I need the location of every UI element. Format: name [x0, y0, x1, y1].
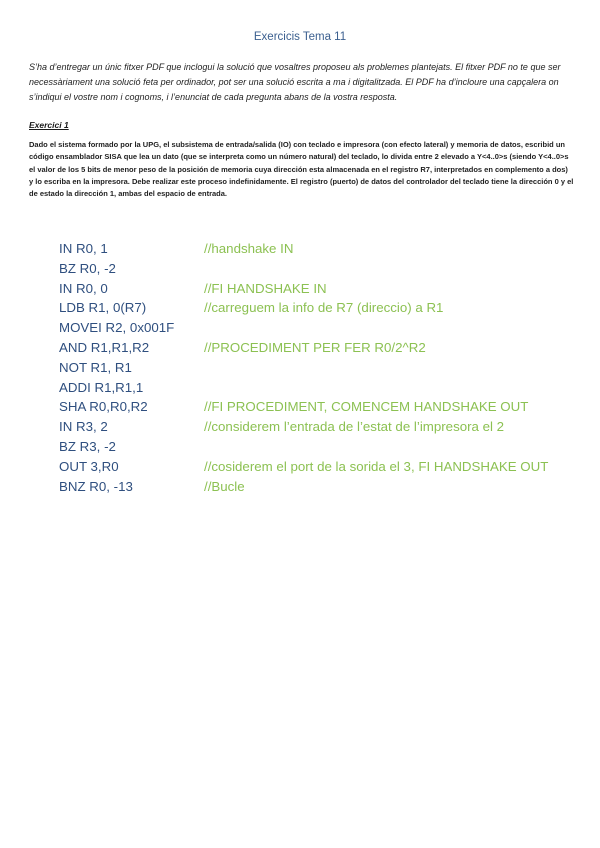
code-line [59, 457, 599, 477]
code-line [59, 318, 599, 338]
exercise-statement: Dado el sistema formado por la UPG, el subsistema de entrada/salida (IO) con teclado e impresora (con efecto lateral) y memoria de datos, escribid un código ensamblador SISA que lea un dato (que se interpreta como un número natural) del teclado, lo divida entre 2 elevado a Y<4..0>s (siendo Y<4..0>s el valor de los 5 bits de menor peso de la posición de memoria cuya dirección esta almacenada en el registro R7, interpretados en complemento a dos) y lo escriba en la impresora. Debe realizar este proceso indefinidamente. El registro (puerto) de datos del controlador del teclado tiene la dirección 0 y el de estado la dirección 1, ambas del espacio de entrada. [29, 140, 574, 199]
code-line [59, 437, 599, 457]
exercise-heading: Exercici 1 [29, 120, 69, 130]
code-instruction: OUT 3,R0 [59, 458, 119, 474]
code-block [59, 239, 599, 496]
code-line [59, 239, 599, 259]
code-instruction: SHA R0,R0,R2 [59, 399, 148, 415]
code-comment: //carreguem la info de R7 (direccio) a R1 [204, 300, 444, 316]
code-line [59, 338, 599, 358]
code-line [59, 397, 599, 417]
code-instruction: NOT R1, R1 [59, 359, 132, 375]
code-instruction: IN R0, 0 [59, 280, 108, 296]
code-instruction: BNZ R0, -13 [59, 478, 133, 494]
code-line [59, 279, 599, 299]
code-instruction: AND R1,R1,R2 [59, 339, 150, 355]
code-comment: //handshake IN [204, 241, 294, 256]
code-instruction: BZ R0, -2 [59, 260, 116, 276]
code-instruction: ADDI R1,R1,1 [59, 379, 144, 395]
code-comment: //FI PROCEDIMENT, COMENCEM HANDSHAKE OUT [204, 399, 529, 415]
code-instruction: IN R3, 2 [59, 419, 108, 435]
code-line [59, 417, 599, 437]
code-comment: //PROCEDIMENT PER FER R0/2^R2 [204, 339, 426, 355]
code-comment: //Bucle [204, 478, 245, 494]
code-line [59, 298, 599, 318]
code-instruction: MOVEI R2, 0x001F [59, 320, 175, 336]
code-instruction: IN R0, 1 [59, 241, 108, 256]
code-line [59, 477, 599, 497]
intro-paragraph: S’ha d’entregar un únic fitxer PDF que inclogui la solució que vosaltres proposeu als problemes plantejats. El fitxer PDF no te que ser necessàriament una solució feta per ordinador, pot ser una solució escrita a ma i digitalitzada. El PDF ha d’incloure una capçalera on s’indiqui el vostre nom i cognoms, i l’enunciat de cada pregunta abans de la vostra resposta. [29, 62, 561, 102]
code-line [59, 358, 599, 378]
document-title: Exercicis Tema 11 [253, 31, 347, 43]
code-instruction: BZ R3, -2 [59, 438, 116, 454]
code-comment: //FI HANDSHAKE IN [204, 280, 327, 296]
code-line [59, 378, 599, 398]
code-line [59, 259, 599, 279]
code-instruction: LDB R1, 0(R7) [59, 300, 147, 316]
code-comment: //cosiderem el port de la sorida el 3, FI HANDSHAKE OUT [204, 458, 549, 474]
code-comment: //considerem l’entrada de l’estat de l’impresora el 2 [204, 419, 505, 435]
